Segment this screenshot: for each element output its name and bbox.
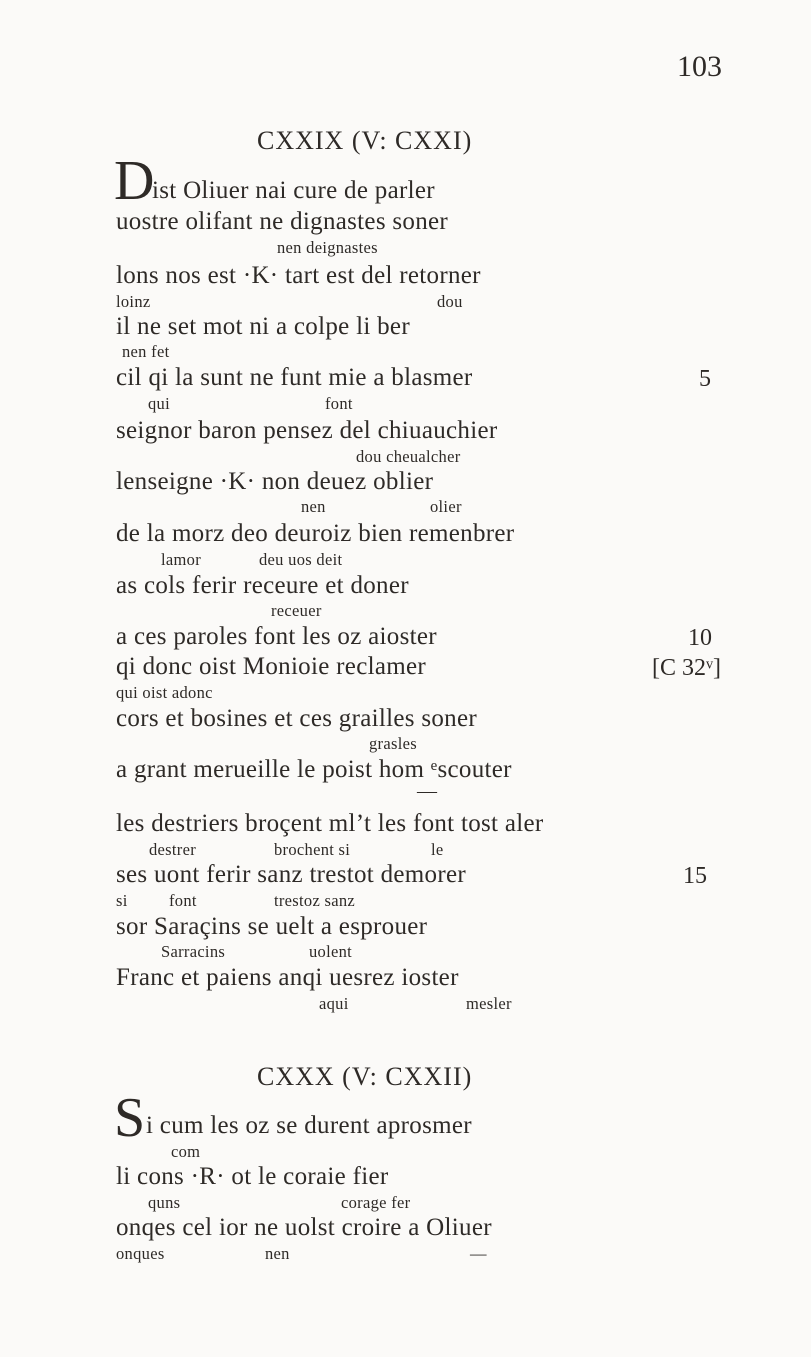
variant-reading: — bbox=[470, 1244, 487, 1263]
line-number: 10 bbox=[688, 625, 712, 651]
section-heading: CXXIX (V: CXXI) bbox=[257, 126, 473, 155]
line-number: 5 bbox=[699, 366, 711, 392]
variant-reading: loinz bbox=[116, 292, 151, 311]
variant-reading: nen deignastes bbox=[277, 238, 378, 257]
variant-reading: lamor bbox=[161, 550, 201, 569]
verse-line: cors et bosines et ces grailles soner bbox=[116, 705, 477, 732]
verse-line: cil qi la sunt ne funt mie a blasmer bbox=[116, 364, 473, 391]
drop-cap: S bbox=[114, 1087, 146, 1149]
variant-reading: quns bbox=[148, 1193, 181, 1212]
verse-line: li cons ·R· ot le coraie fier bbox=[116, 1163, 389, 1190]
verse-line: lons nos est ·K· tart est del retorner bbox=[116, 262, 481, 289]
variant-reading: destrer bbox=[149, 840, 196, 859]
variant-reading: — bbox=[417, 780, 437, 802]
verse-line: seignor baron pensez del chiuauchier bbox=[116, 417, 498, 444]
verse-line: qi donc oist Monioie reclamer bbox=[116, 653, 427, 680]
variant-reading: si bbox=[116, 891, 128, 910]
verse-line: sor Saraçins se uelt a esprouer bbox=[116, 913, 428, 940]
variant-reading: dou bbox=[437, 292, 463, 311]
verse-line: ist Oliuer nai cure de parler bbox=[152, 177, 435, 204]
page-number: 103 bbox=[677, 50, 722, 83]
variant-reading: dou cheualcher bbox=[356, 447, 461, 466]
variant-reading: mesler bbox=[466, 994, 512, 1013]
drop-cap: D bbox=[114, 150, 155, 212]
variant-reading: onques bbox=[116, 1244, 165, 1263]
variant-reading: le bbox=[431, 840, 444, 859]
variant-reading: nen bbox=[265, 1244, 290, 1263]
folio-reference: [C 32ᵛ] bbox=[652, 655, 722, 681]
verse-line: uostre olifant ne dignastes soner bbox=[116, 208, 449, 235]
verse-line: il ne set mot ni a colpe li ber bbox=[116, 313, 410, 340]
section-heading: CXXX (V: CXXII) bbox=[257, 1062, 473, 1091]
variant-reading: font bbox=[325, 394, 353, 413]
verse-line: Franc et paiens anqi uesrez ioster bbox=[116, 964, 459, 991]
verse-line: a ces paroles font les oz aioster bbox=[116, 623, 437, 650]
variant-reading: grasles bbox=[369, 734, 417, 753]
variant-reading: nen bbox=[301, 497, 326, 516]
variant-reading: corage fer bbox=[341, 1193, 411, 1212]
verse-line: les destriers broçent ml’t les font tost aler bbox=[116, 810, 544, 837]
variant-reading: receuer bbox=[271, 601, 322, 620]
variant-reading: deu uos deit bbox=[259, 550, 343, 569]
variant-reading: qui oist adonc bbox=[116, 683, 213, 702]
verse-line: as cols ferir receure et doner bbox=[116, 572, 409, 599]
verse-line: lenseigne ·K· non deuez oblier bbox=[116, 468, 434, 495]
variant-reading: aqui bbox=[319, 994, 349, 1013]
variant-reading: uolent bbox=[309, 942, 353, 961]
variant-reading: nen fet bbox=[122, 342, 170, 361]
variant-reading: font bbox=[169, 891, 197, 910]
variant-reading: com bbox=[171, 1142, 201, 1161]
variant-reading: brochent si bbox=[274, 840, 351, 859]
verse-line: a grant merueille le poist hom ᵉscouter bbox=[116, 756, 512, 783]
variant-reading: Sarracins bbox=[161, 942, 226, 961]
variant-reading: qui bbox=[148, 394, 170, 413]
verse-line: i cum les oz se durent aprosmer bbox=[146, 1112, 472, 1139]
verse-line: onqes cel ior ne uolst croire a Oliuer bbox=[116, 1214, 492, 1241]
verse-line: de la morz deo deuroiz bien remenbrer bbox=[116, 520, 515, 547]
variant-reading: trestoz sanz bbox=[274, 891, 356, 910]
verse-line: ses uont ferir sanz trestot demorer bbox=[116, 861, 466, 888]
line-number: 15 bbox=[683, 863, 707, 889]
variant-reading: olier bbox=[430, 497, 462, 516]
